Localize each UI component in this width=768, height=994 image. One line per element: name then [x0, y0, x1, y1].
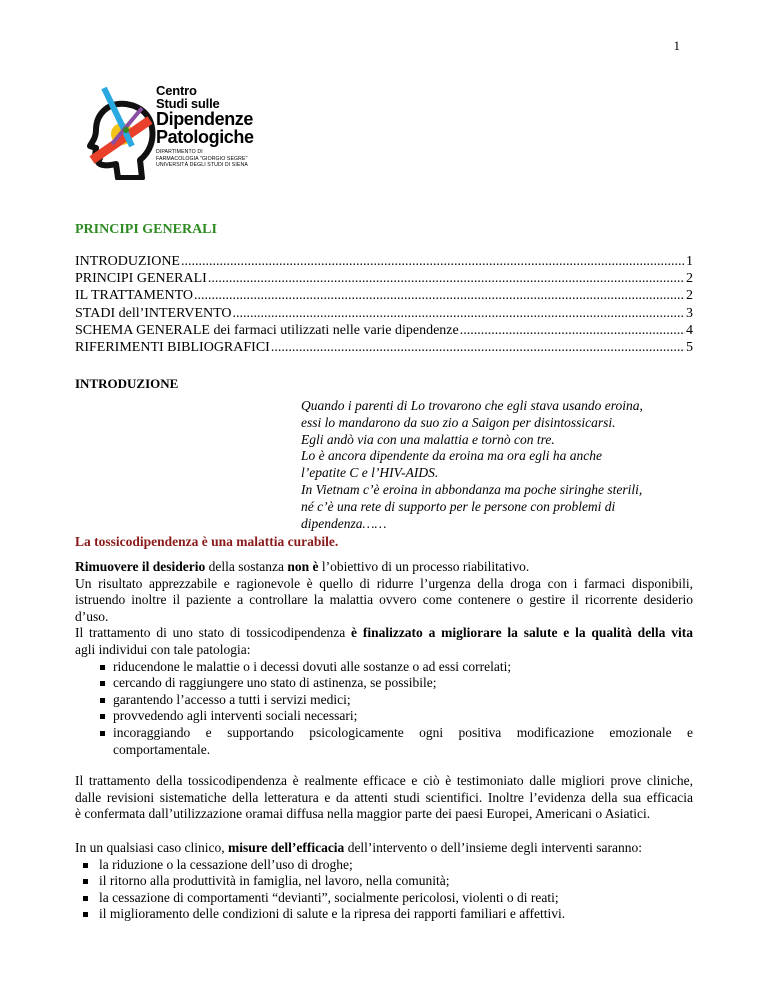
list-item: incoraggiando e supportando psicologicamente ogni positiva modificazione emozionale e comportamentale.	[75, 725, 693, 758]
list-item: riducendone le malattie o i decessi dovuti alle sostanze o ad essi correlati;	[75, 659, 693, 676]
paragraph-efficacia-line: Il trattamento della tossicodipendenza è realmente efficace e ciò è testimoniato dalle migliori prove cliniche,	[75, 773, 693, 788]
red-heading: La tossicodipendenza è una malattia curabile.	[75, 534, 339, 549]
intro-heading: INTRODUZIONE	[75, 376, 179, 391]
paragraph-trattamento-cont: agli individui con tale patologia:	[75, 641, 251, 657]
list-item: la riduzione o la cessazione dell’uso di droghe;	[75, 857, 693, 874]
toc-entry-schema-generale[interactable]: SCHEMA GENERALE dei farmaci utilizzati nelle varie dipendenze ..... 4	[75, 322, 693, 339]
body-section-1	[75, 559, 693, 758]
logo-text-patologiche: Patologiche	[156, 127, 254, 147]
body-section-2	[75, 773, 693, 823]
toc-entry-principi-generali[interactable]: PRINCIPI GENERALI ..... 2	[75, 270, 693, 287]
paragraph-desiderio: Rimuovere il desiderio della sostanza non è l’obiettivo di un processo riabilitativo.	[75, 559, 530, 574]
quote-line: Quando i parenti di Lo trovarono che egli stava usando eroina,	[301, 398, 643, 413]
head-logo-icon	[86, 84, 158, 180]
list-item: cercando di raggiungere uno stato di astinenza, se possibile;	[75, 675, 693, 692]
body-section-3	[75, 840, 693, 923]
list-item: garantendo l’accesso a tutti i servizi medici;	[75, 692, 693, 709]
quote-line: Egli andò via con una malattia e tornò con tre.	[301, 431, 555, 447]
quote-line: essi lo mandarono da suo zio a Saigon per disintossicarsi.	[301, 414, 616, 430]
paragraph-risultato-line: d’uso.	[75, 608, 109, 624]
logo-text-centro: Centro	[156, 83, 197, 98]
paragraph-risultato-line: istruendo inoltre il paziente a controllare la malattia ovvero come contenere o gestire il ricorrente desiderio	[75, 592, 693, 608]
paragraph-efficacia-line: dalle revisioni sistematiche della letteratura e da attenti studi scientifici. Inoltre l’evidenza della sua efficacia	[75, 789, 693, 805]
quote-line: Lo è ancora dipendente da eroina ma ora egli ha anche	[301, 448, 602, 464]
section-title: PRINCIPI GENERALI	[75, 222, 217, 237]
quote-line: In Vietnam c’è eroina in abbondanza ma poche siringhe sterili,	[301, 481, 643, 497]
quote-line: né c’è una rete di supporto per le persone con problemi di	[301, 498, 616, 514]
bullet-list-obiettivi	[75, 659, 693, 759]
logo-dept: DIPARTIMENTO DI	[156, 149, 203, 155]
page-number: 1	[673, 38, 680, 53]
quote-block	[301, 398, 681, 532]
list-item: il ritorno alla produttività in famiglia, nel lavoro, nella comunità;	[75, 873, 693, 890]
toc-entry-stadi[interactable]: STADI dell’INTERVENTO ..... 3	[75, 305, 693, 322]
list-item: provvedendo agli interventi sociali necessari;	[75, 708, 693, 725]
list-item: il miglioramento delle condizioni di salute e la ripresa dei rapporti familiari e affettivi.	[75, 906, 693, 923]
quote-line: dipendenza……	[301, 515, 387, 531]
toc-entry-trattamento[interactable]: IL TRATTAMENTO ..... 2	[75, 287, 693, 304]
logo-university: UNIVERSITÀ DEGLI STUDI DI SIENA	[156, 162, 248, 168]
paragraph-trattamento: Il trattamento di uno stato di tossicodipendenza è finalizzato a migliorare la salute e la qualità della vita	[75, 625, 693, 641]
logo-text-studi: Studi sulle	[156, 96, 220, 111]
list-item: la cessazione di comportamenti “devianti”, socialmente pericolosi, violenti o di reati;	[75, 890, 693, 907]
bullet-list-misure	[75, 857, 693, 923]
paragraph-misure: In un qualsiasi caso clinico, misure dell’efficacia dell’intervento o dell’insieme degli interventi saranno:	[75, 840, 642, 855]
logo-text-dipendenze: Dipendenze	[156, 109, 254, 129]
logo-pharma: FARMACOLOGIA "GIORGIO SEGRE"	[156, 155, 248, 162]
toc-entry-riferimenti[interactable]: RIFERIMENTI BIBLIOGRAFICI ..... 5	[75, 339, 693, 356]
paragraph-risultato-line: Un risultato apprezzabile e ragionevole è quello di ridurre l’urgenza della droga con i farmaci disponibili,	[75, 575, 693, 591]
table-of-contents	[75, 253, 693, 356]
paragraph-efficacia-line: è confermata dall’utilizzazione oramai diffusa nella maggior parte dei paesi Europei, Americani o Asiatici.	[75, 806, 651, 822]
toc-entry-introduzione[interactable]: INTRODUZIONE ..... 1	[75, 253, 693, 270]
logo	[86, 84, 286, 180]
quote-line: l’epatite C e l’HIV-AIDS.	[301, 465, 439, 481]
